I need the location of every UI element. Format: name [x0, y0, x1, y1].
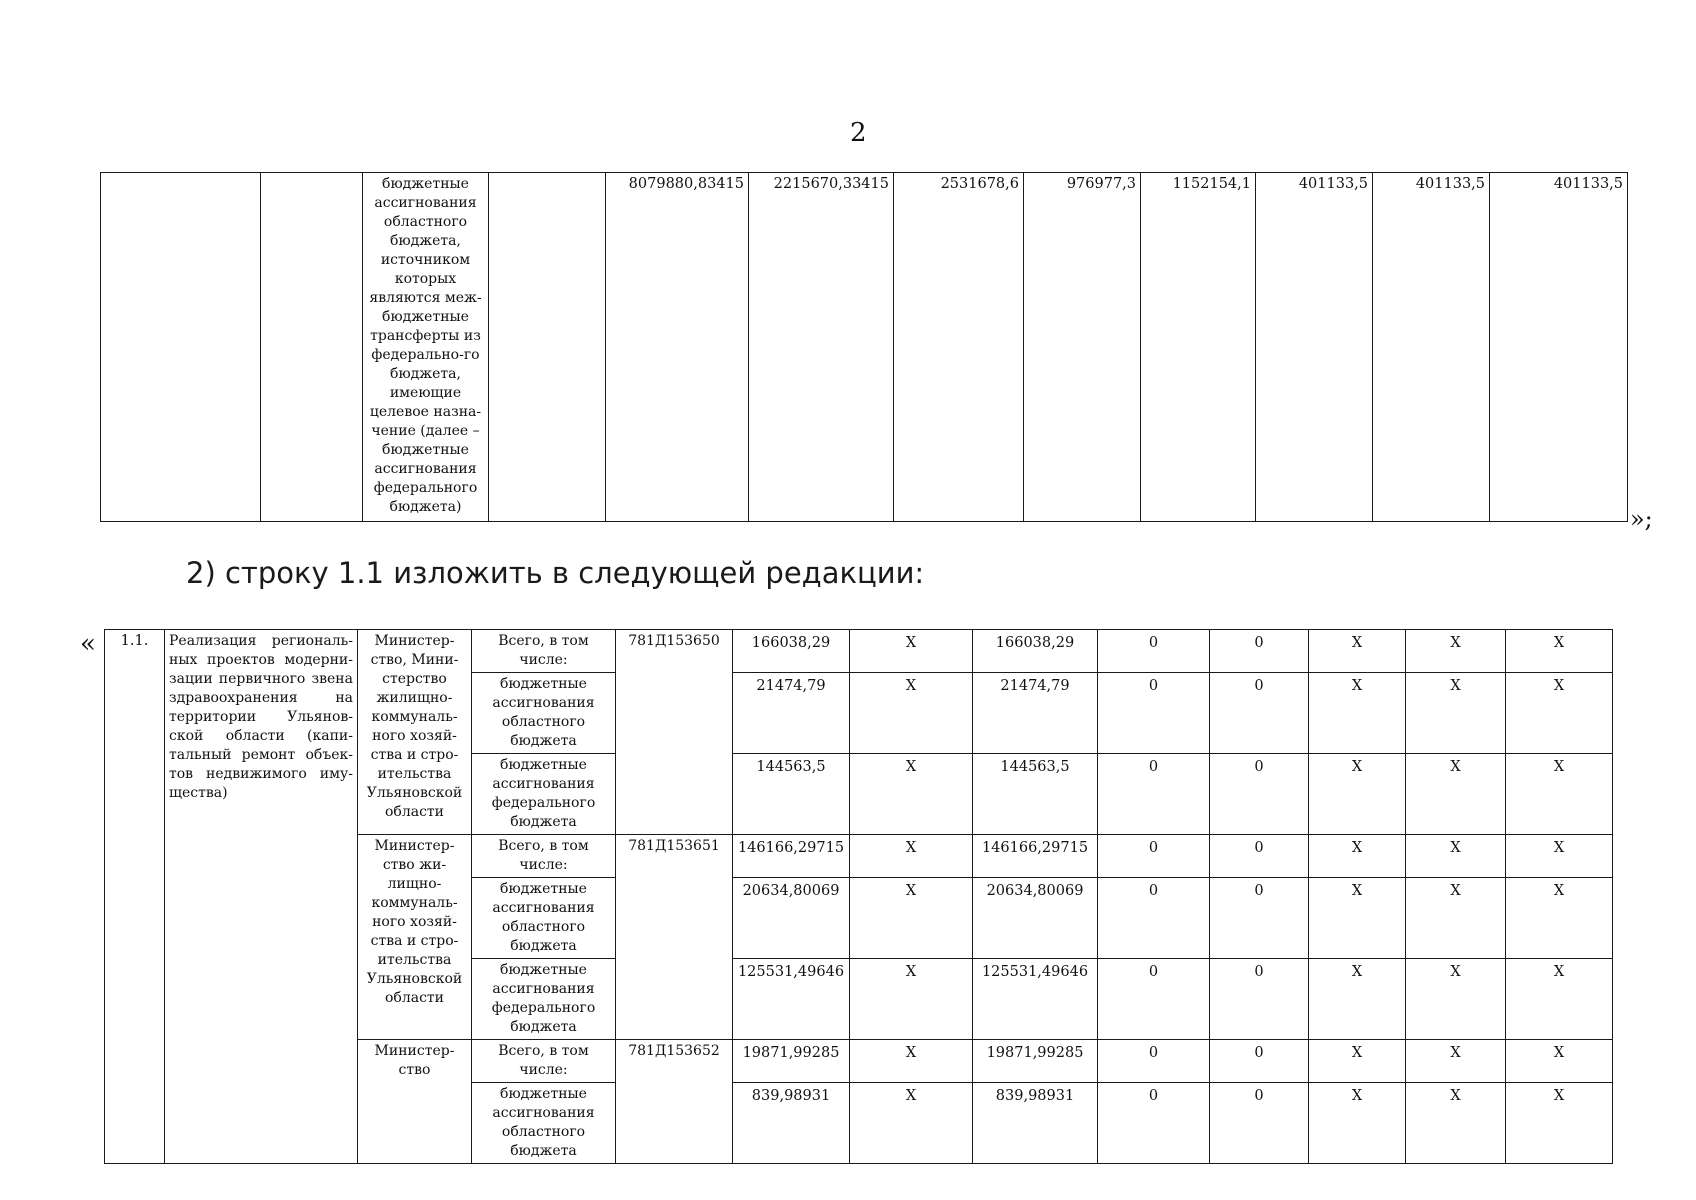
executor-cell: Министер-ство [358, 1040, 472, 1164]
value-cell: X [850, 959, 973, 1040]
value-cell: 0 [1098, 959, 1210, 1040]
value-cell: 0 [1098, 1040, 1210, 1083]
value-cell: X [1406, 835, 1506, 878]
value-cell: X [1406, 1083, 1506, 1164]
value-cell: 166038,29 [733, 630, 850, 673]
value-cell: 401133,5 [1256, 173, 1373, 522]
project-name: Реализация региональ-ных проектов модерни-зации первичного звена здравоохранения на территории Ульянов-ской области (капи-тальный ремонт объек-тов недвижимого иму-щества) [165, 630, 358, 1164]
value-cell: 401133,5 [1373, 173, 1490, 522]
value-cell: X [850, 673, 973, 754]
value-cell: 166038,29 [973, 630, 1098, 673]
value-cell: 21474,79 [733, 673, 850, 754]
continuation-table [100, 172, 1628, 522]
value-cell: X [850, 1083, 973, 1164]
row-label: бюджетные ассигнования областного бюджета [472, 878, 616, 959]
value-cell: 401133,5 [1490, 173, 1628, 522]
amendment-instruction: 2) строку 1.1 изложить в следующей редакции: [186, 556, 925, 590]
value-cell: 0 [1210, 630, 1309, 673]
value-cell: X [1309, 835, 1406, 878]
value-cell: 2531678,6 [894, 173, 1024, 522]
value-cell: 0 [1210, 1040, 1309, 1083]
value-cell: X [1506, 673, 1613, 754]
value-cell: X [1406, 878, 1506, 959]
row-label: бюджетные ассигнования областного бюджета [472, 1083, 616, 1164]
value-cell: X [1506, 835, 1613, 878]
value-cell: X [850, 754, 973, 835]
page-number: 2 [850, 118, 867, 148]
value-cell: 19871,99285 [973, 1040, 1098, 1083]
value-cell: X [1406, 754, 1506, 835]
value-cell: 0 [1098, 835, 1210, 878]
empty-cell [261, 173, 363, 522]
value-cell: 0 [1210, 835, 1309, 878]
value-cell: 0 [1098, 754, 1210, 835]
target-code: 781Д153652 [616, 1040, 733, 1164]
executor-cell: Министер-ство, Мини-стерство жилищно-коммуналь-ного хозяй-ства и стро-ительства Ульяновской области [358, 630, 472, 835]
row-label: Всего, в том числе: [472, 630, 616, 673]
target-code: 781Д153651 [616, 835, 733, 1040]
value-cell: 976977,3 [1024, 173, 1141, 522]
row-1-1-table [104, 629, 1613, 1164]
value-cell: 0 [1098, 1083, 1210, 1164]
value-cell: X [1309, 673, 1406, 754]
target-code: 781Д153650 [616, 630, 733, 835]
value-cell: 0 [1098, 878, 1210, 959]
row-label: Всего, в том числе: [472, 835, 616, 878]
value-cell: 0 [1210, 754, 1309, 835]
value-cell: 839,98931 [973, 1083, 1098, 1164]
value-cell: X [1406, 1040, 1506, 1083]
row-number: 1.1. [105, 630, 165, 1164]
table-row [101, 173, 1628, 522]
row-label: бюджетные ассигнования областного бюджета [472, 673, 616, 754]
value-cell: 0 [1210, 1083, 1309, 1164]
row-label: Всего, в том числе: [472, 1040, 616, 1083]
value-cell: X [1506, 878, 1613, 959]
value-cell: 20634,80069 [973, 878, 1098, 959]
value-cell: 125531,49646 [973, 959, 1098, 1040]
value-cell: X [1309, 1040, 1406, 1083]
value-cell: X [1309, 630, 1406, 673]
value-cell: X [1309, 754, 1406, 835]
value-cell: X [1309, 878, 1406, 959]
value-cell: X [850, 630, 973, 673]
value-cell: 146166,29715 [733, 835, 850, 878]
row-label: бюджетные ассигнования федерального бюджета [472, 754, 616, 835]
value-cell: 2215670,33415 [749, 173, 894, 522]
value-cell: X [1406, 630, 1506, 673]
row-label: бюджетные ассигнования федерального бюджета [472, 959, 616, 1040]
value-cell: 0 [1210, 959, 1309, 1040]
table-row [105, 630, 1613, 673]
value-cell: X [1506, 1040, 1613, 1083]
value-cell: 144563,5 [733, 754, 850, 835]
value-cell: X [850, 878, 973, 959]
value-cell: 839,98931 [733, 1083, 850, 1164]
value-cell: 146166,29715 [973, 835, 1098, 878]
empty-cell [101, 173, 261, 522]
value-cell: X [1309, 959, 1406, 1040]
value-cell: 144563,5 [973, 754, 1098, 835]
value-cell: 20634,80069 [733, 878, 850, 959]
executor-cell: Министер-ство жи-лищно-коммуналь-ного хозяй-ства и стро-ительства Ульяновской области [358, 835, 472, 1040]
value-cell: 21474,79 [973, 673, 1098, 754]
closing-quote: »; [1630, 505, 1653, 533]
empty-cell [489, 173, 606, 522]
value-cell: 19871,99285 [733, 1040, 850, 1083]
value-cell: X [1506, 1083, 1613, 1164]
value-cell: 0 [1210, 673, 1309, 754]
value-cell: 0 [1098, 630, 1210, 673]
opening-quote: « [80, 629, 96, 659]
value-cell: 1152154,1 [1141, 173, 1256, 522]
value-cell: X [1406, 673, 1506, 754]
value-cell: 0 [1098, 673, 1210, 754]
value-cell: 125531,49646 [733, 959, 850, 1040]
value-cell: X [1309, 1083, 1406, 1164]
value-cell: X [850, 835, 973, 878]
value-cell: 8079880,83415 [606, 173, 749, 522]
value-cell: X [1506, 959, 1613, 1040]
value-cell: X [850, 1040, 973, 1083]
value-cell: X [1506, 630, 1613, 673]
value-cell: X [1406, 959, 1506, 1040]
value-cell: 0 [1210, 878, 1309, 959]
value-cell: X [1506, 754, 1613, 835]
funding-source-description: бюджетные ассигнования областного бюджета, источником которых являются меж-бюджетные трансферты из федерально-го бюджета, имеющие целевое назна-чение (далее – бюджетные ассигнования федерального бюджета) [363, 173, 489, 522]
